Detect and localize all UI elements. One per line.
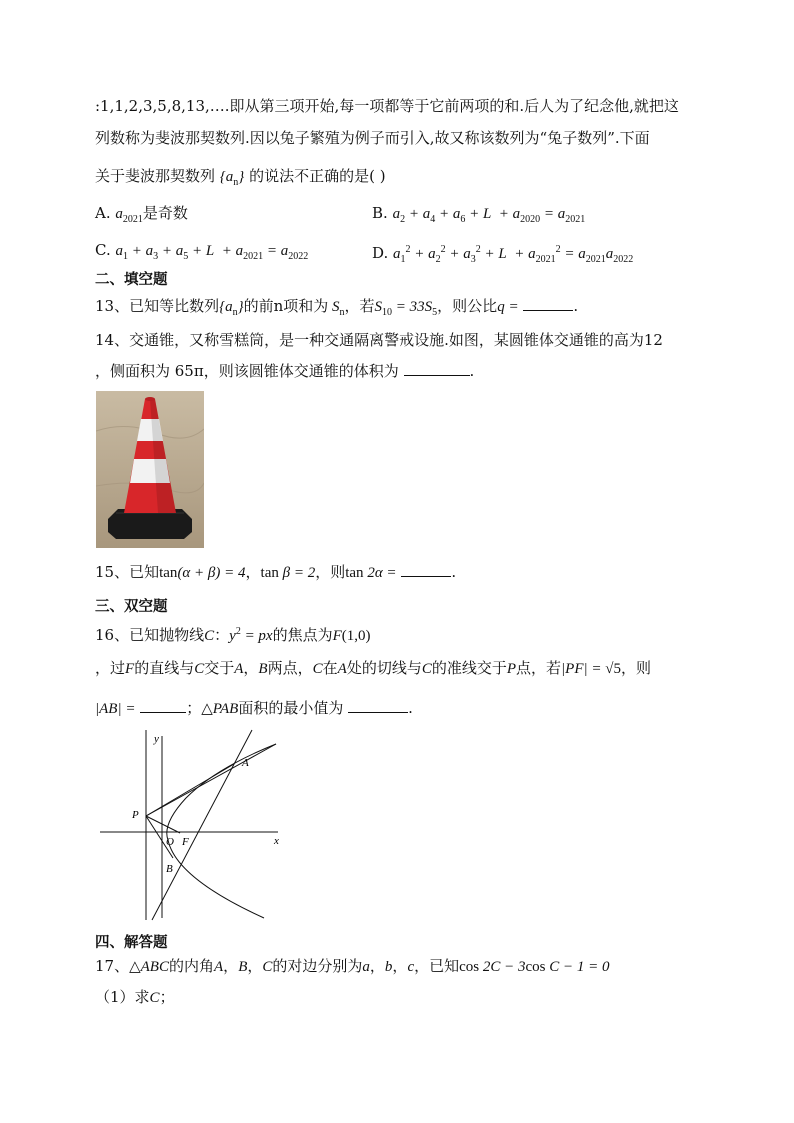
q16-text-a: 已知抛物线 <box>129 626 205 644</box>
parabola-curve <box>167 744 276 918</box>
option-b-math: $a_2 + a_4 + a_6 + L + a_{2020} = a_{2021}$ <box>392 206 586 225</box>
intro-line-3 <box>95 166 386 193</box>
option-c-math: $a_1 + a_3 + a_5 + L + a_{2021} = a_{2022}$ <box>115 243 309 262</box>
q13-text-b: 的前n项和为 <box>243 297 329 315</box>
q17-text-d: ，已知 <box>414 957 460 975</box>
section-fill-heading: 二、填空题 <box>95 272 168 288</box>
section-answer-heading: 四、解答题 <box>95 935 168 951</box>
q13-text-a: 已知等比数列 <box>129 297 220 315</box>
option-a-label: A. <box>95 204 111 222</box>
q13-text-c: ，若 <box>344 297 375 315</box>
label-b: B <box>166 863 173 875</box>
q16-answer-blank-2[interactable] <box>348 698 408 713</box>
q16-l2-c: 交于 <box>204 659 235 677</box>
label-x: x <box>274 835 279 847</box>
q17-text-b: 的内角 <box>168 957 214 975</box>
option-b[interactable] <box>372 203 585 230</box>
q16-pf: |PF| = √5 <box>561 661 621 677</box>
q15-text-c: ，则 <box>315 563 346 581</box>
q15-given-2: tan β = 2 <box>260 565 316 581</box>
q17-sub-1-text: （1）求 <box>95 988 150 1006</box>
q16-line-1: 16、已知抛物线C：$y^2$ = px的焦点为F(1,0) <box>95 626 371 644</box>
q15-given-1: tan(α + β) = 4 <box>159 565 246 581</box>
option-c[interactable] <box>95 240 308 267</box>
question-17: 17、△ABC的内角A，B，C的对边分别为a，b，c，已知cos 2C − 3cos C − 1 = 0 <box>95 957 610 975</box>
q14-line-1: 14、交通锥，又称雪糕筒，是一种交通隔离警戒设施.如图，某圆锥体交通锥的高为12 <box>95 331 663 349</box>
q16-l2-g: 处的切线与 <box>346 659 422 677</box>
q16-ab: |AB| = <box>95 701 136 717</box>
option-a[interactable] <box>95 203 188 230</box>
option-b-label: B. <box>372 204 388 222</box>
q14-line-2-text: ，侧面积为 65π，则该圆锥体交通锥的体积为 <box>95 362 399 380</box>
q15-answer-blank[interactable] <box>401 562 451 577</box>
q16-text-b: 的焦点为 <box>272 626 333 644</box>
option-a-math: $a_{2021}$ <box>115 206 143 225</box>
q15-text-b: ， <box>245 563 261 581</box>
q16-line-2: ，过F的直线与C交于A，B两点，C在A处的切线与C的准线交于P点，若|PF| = √5，则 <box>95 659 651 677</box>
q16-number: 16、 <box>95 626 130 644</box>
label-f: F <box>182 836 189 848</box>
option-d-label: D. <box>372 244 389 262</box>
intro-line-2: 列数称为斐波那契数列.因以兔子繁殖为例子而引入,故又称该数列为“兔子数列”.下面 <box>95 129 650 147</box>
q16-l3-b: 面积的最小值为 <box>238 699 344 717</box>
q16-line-3: |AB| = ；△PAB面积的最小值为 . <box>95 699 413 717</box>
q13-answer-blank[interactable] <box>523 296 573 311</box>
q16-l2-j: ，则 <box>620 659 651 677</box>
q16-l3-a: ；△ <box>186 699 213 717</box>
q13-condition: $S_{10} = 33S_5$ <box>374 299 438 318</box>
q16-l2-e: 两点， <box>267 659 313 677</box>
q16-end: . <box>408 699 413 717</box>
q16-l2-h: 的准线交于 <box>431 659 507 677</box>
label-y: y <box>154 733 159 745</box>
question-15 <box>95 562 456 583</box>
label-o: O <box>166 836 174 848</box>
chord-ab <box>152 730 252 920</box>
q16-l2-d: ， <box>243 659 259 677</box>
q13-number: 13、 <box>95 297 130 315</box>
option-c-label: C. <box>95 241 111 259</box>
q17-number: 17、 <box>95 957 130 975</box>
q17-sub-1: （1）求C； <box>95 988 175 1006</box>
q15-target: tan 2α = <box>345 565 397 581</box>
q14-line-2 <box>95 361 474 381</box>
option-a-text: 是奇数 <box>142 204 188 222</box>
intro-line-3-pre: 关于斐波那契数列 <box>95 167 216 185</box>
q14-answer-blank[interactable] <box>404 361 470 376</box>
q16-l2-f: 在 <box>322 659 338 677</box>
q13-q: q = <box>497 299 519 315</box>
section-double-heading: 三、双空题 <box>95 599 168 615</box>
q13-seq: $\{a_n\}$ <box>219 299 244 318</box>
q17-equation: cos 2C − 3cos C − 1 = 0 <box>459 959 610 975</box>
intro-line-1: :1,1,2,3,5,8,13,….即从第三项开始,每一项都等于它前两项的和.后人为了纪念他,就把这 <box>95 97 679 115</box>
option-d[interactable] <box>372 240 633 270</box>
q16-focus: F(1,0) <box>332 628 371 644</box>
q16-l2-a: ，过 <box>95 659 126 677</box>
q15-number: 15、 <box>95 563 130 581</box>
q15-end: . <box>451 563 457 581</box>
tangent-line <box>146 744 276 816</box>
q13-text-d: ，则公比 <box>437 297 498 315</box>
question-13 <box>95 296 578 323</box>
q16-equation: $y^2$ = px <box>229 626 273 644</box>
intro-line-3-post: 的说法不正确的是( ) <box>249 167 386 185</box>
q16-l2-b: 的直线与 <box>134 659 195 677</box>
q14-end: . <box>469 362 475 380</box>
q15-text-a: 已知 <box>129 563 160 581</box>
label-a: A <box>242 757 249 769</box>
seq-notation: $\{a_n\}$ <box>219 169 245 188</box>
q13-end: . <box>573 297 579 315</box>
q16-l2-i: 点，若 <box>516 659 562 677</box>
q17-text-c: 的对边分别为 <box>272 957 363 975</box>
parabola-figure <box>96 728 286 923</box>
label-p: P <box>132 809 139 821</box>
q17-text-a: △ <box>129 957 141 975</box>
traffic-cone-image <box>96 391 204 548</box>
q16-answer-blank-1[interactable] <box>140 698 186 713</box>
q13-sn: $S_n$ <box>328 299 345 318</box>
q16-curve: C <box>204 628 215 644</box>
option-d-math: $a_1^2 + a_2^2 + a_3^2 + L + a_{2021}^2 = a_{2021}a_{2022}$ <box>393 244 634 265</box>
